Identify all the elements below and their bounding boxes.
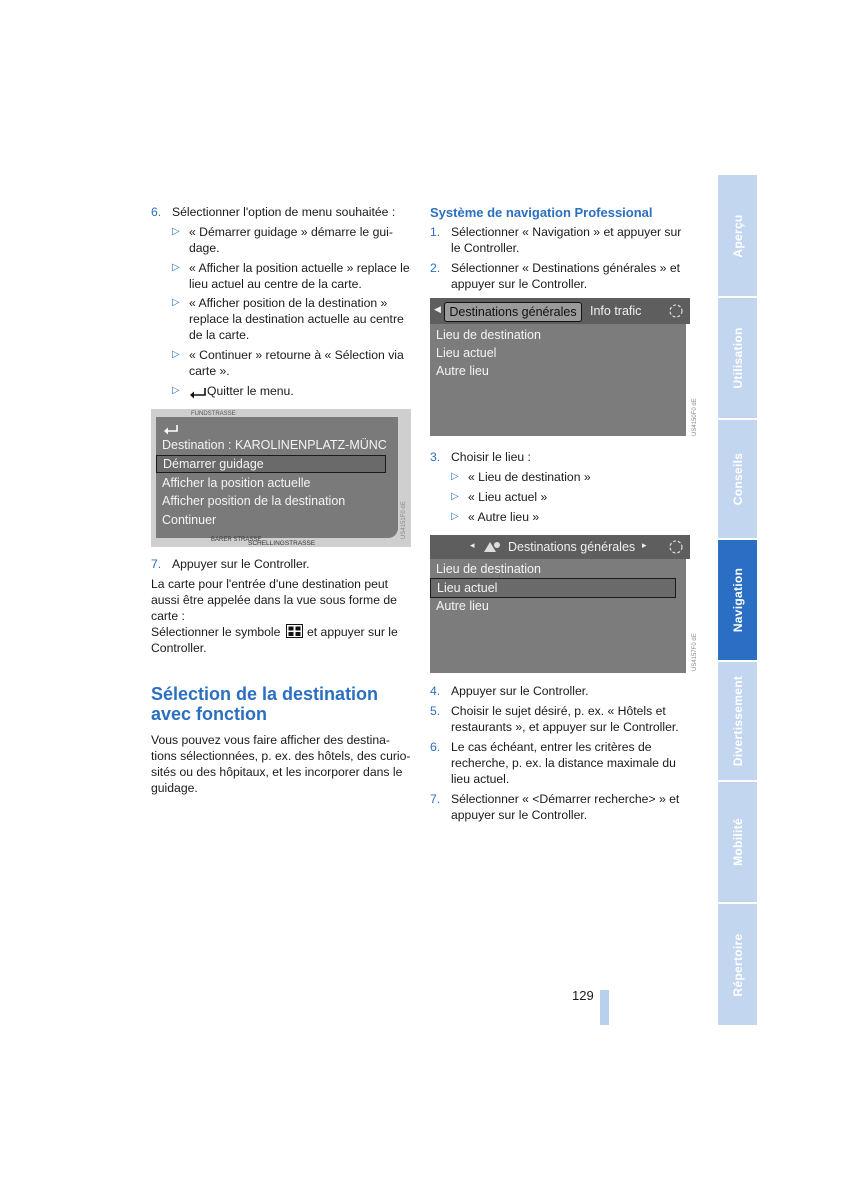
menu-item-continue[interactable]: Continuer <box>162 513 217 527</box>
tab-repertoire[interactable]: Répertoire <box>718 904 757 1025</box>
left-arrow-icon[interactable]: ◀ <box>434 304 441 314</box>
tab-utilisation[interactable]: Utilisation <box>718 298 757 418</box>
menu-item-show-position[interactable]: Afficher la position actuelle <box>162 476 311 490</box>
item-current-place-selected[interactable]: Lieu actuel <box>430 578 676 598</box>
item-destination-place[interactable]: Lieu de destination <box>436 562 541 576</box>
left-arrow-icon[interactable]: ◂ <box>470 540 475 550</box>
triangle-bullet-icon: ▷ <box>451 491 459 502</box>
screen-place-choice: ◂ Destinations générales ▸ Lieu de destination Lieu actuel Autre lieu US4157F0 dE <box>430 535 690 673</box>
map-menu-panel <box>156 417 398 538</box>
triangle-bullet-icon: ▷ <box>451 471 459 482</box>
screen-title: Destinations générales <box>508 540 636 554</box>
back-arrow-icon[interactable] <box>163 422 179 434</box>
triangle-bullet-icon: ▷ <box>172 385 180 396</box>
triangle-bullet-icon: ▷ <box>451 511 459 522</box>
triangle-bullet-icon: ▷ <box>172 226 180 237</box>
tab-general-destinations[interactable]: Destinations générales <box>444 302 582 322</box>
triangle-bullet-icon: ▷ <box>172 349 180 360</box>
triangle-bullet-icon: ▷ <box>172 262 180 273</box>
tab-traffic-info[interactable]: Info trafic <box>590 304 642 318</box>
item-destination-place[interactable]: Lieu de destination <box>436 328 541 342</box>
tab-conseils[interactable]: Conseils <box>718 420 757 538</box>
item-other-place[interactable]: Autre lieu <box>436 599 489 613</box>
item-current-place[interactable]: Lieu actuel <box>436 346 497 360</box>
subsection-heading: Système de navigation Professional <box>430 205 653 220</box>
right-arrow-icon[interactable]: ▸ <box>642 540 647 550</box>
tab-divertissement[interactable]: Divertissement <box>718 662 757 780</box>
menu-item-show-destination[interactable]: Afficher position de la destination <box>162 494 346 508</box>
item-other-place[interactable]: Autre lieu <box>436 364 489 378</box>
tab-apercu[interactable]: Aperçu <box>718 175 757 296</box>
section-heading: Sélection de la destination avec fonction <box>151 684 379 724</box>
controller-icon <box>668 303 684 319</box>
page-marker <box>600 990 609 1025</box>
tab-navigation[interactable]: Navigation <box>718 540 757 660</box>
screen-general-destinations: ◀ Destinations générales Info trafic Lieu de destination Lieu actuel Autre lieu US4150F0 dE <box>430 298 690 440</box>
screen-map-menu: FUNDSTRASSE Destination : KAROLINENPLATZ-MÜNC Démarrer guidage Afficher la position actuelle Afficher position de la destination Continuer BARER STRASSE SCHELLINGSTRASSE US4151F0 dE <box>151 409 411 547</box>
triangle-bullet-icon: ▷ <box>172 297 180 308</box>
destination-label: Destination : KAROLINENPLATZ-MÜNC <box>162 438 387 452</box>
back-arrow-icon <box>189 386 206 397</box>
page-number: 129 <box>572 988 594 1003</box>
tab-mobilite[interactable]: Mobilité <box>718 782 757 902</box>
destinations-icon <box>482 540 502 554</box>
map-symbol-icon <box>286 624 303 638</box>
menu-item-start-guidance[interactable]: Démarrer guidage <box>156 455 386 473</box>
controller-icon <box>668 539 684 555</box>
